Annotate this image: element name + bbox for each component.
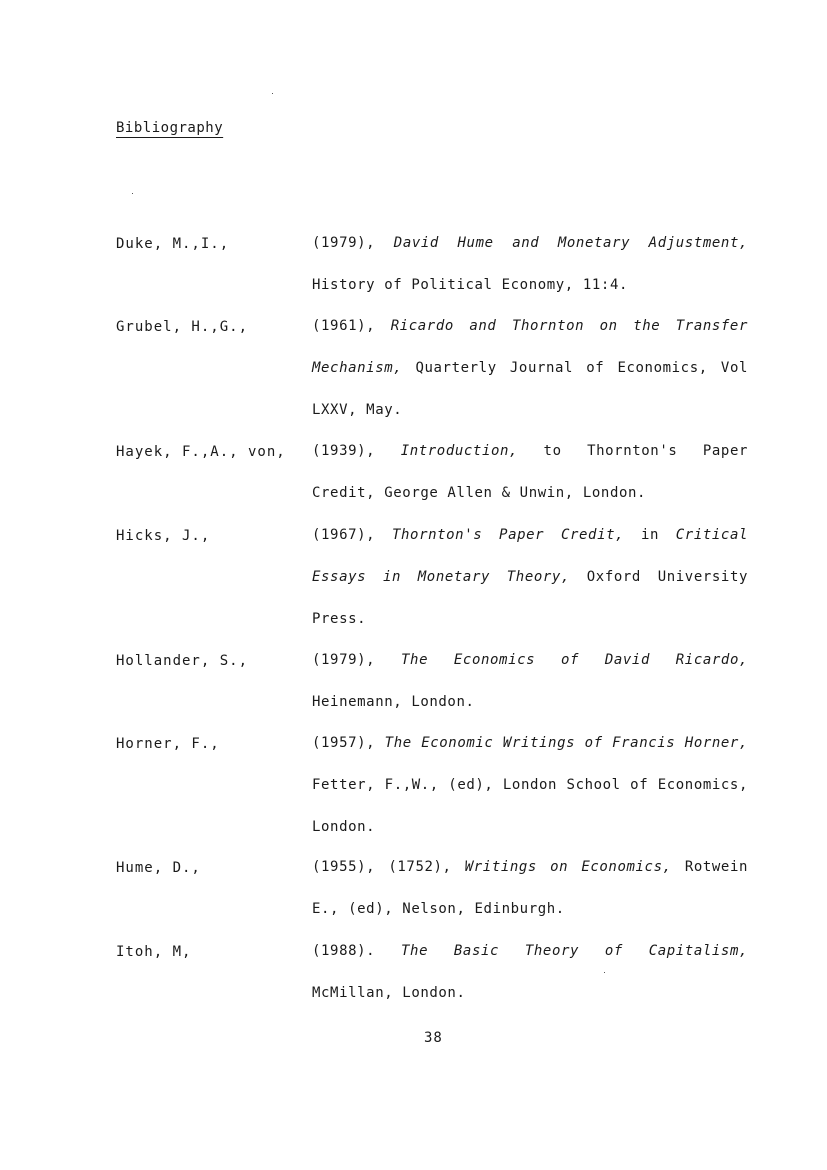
entry-author: Hicks, J., [116, 528, 211, 544]
entry-reference [312, 722, 748, 848]
entry-title: The Basic Theory of Capitalism, [401, 943, 749, 959]
entry-reference [312, 430, 748, 514]
entry-author: Hollander, S., [116, 653, 249, 669]
entry-reference [312, 846, 748, 930]
entry-author: Hayek, F.,A., von, [116, 444, 286, 460]
entry-year: (1939), [312, 443, 376, 459]
entry-year: (1979), [312, 652, 376, 668]
entry-publication: to Thornton's Paper Credit, George Allen & Unwin, London. [312, 443, 748, 501]
entry-publication: McMillan, London. [312, 985, 466, 1001]
entry-year: (1961), [312, 318, 376, 334]
entry-reference [312, 930, 748, 1014]
entry-author: Duke, M.,I., [116, 236, 230, 252]
entry-publication: Fetter, F.,W., (ed), London School of Economics, London. [312, 777, 748, 835]
entry-year: (1988). [312, 943, 376, 959]
entry-publication: Heinemann, London. [312, 694, 475, 710]
entry-year: (1979), [312, 235, 376, 251]
scan-speck [132, 193, 133, 194]
entry-title: Thornton's Paper Credit, [391, 527, 625, 543]
entry-book-title: Critical Essays in Monetary Theory, [312, 527, 749, 585]
entry-publication: Oxford University Press. [312, 569, 748, 627]
entry-year: (1957), [312, 735, 376, 751]
entry-title: Introduction, [400, 443, 519, 459]
entry-publication: Quarterly Journal of Economics, Vol LXXV, May. [312, 360, 748, 418]
entry-reference [312, 305, 748, 431]
page-number: 38 [424, 1030, 443, 1046]
entry-author: Itoh, M, [116, 944, 192, 960]
entry-reference [312, 514, 748, 640]
entry-title: The Economics of David Ricardo, [401, 652, 749, 668]
entry-title: Ricardo and Thornton on the Transfer Mechanism, [312, 318, 748, 376]
entry-publication: Rotwein E., (ed), Nelson, Edinburgh. [312, 859, 749, 917]
bibliography-heading: Bibliography [116, 120, 224, 136]
entry-publication: History of Political Economy, 11:4. [312, 277, 629, 293]
entry-author: Hume, D., [116, 860, 201, 876]
scan-speck [272, 93, 273, 94]
entry-year: (1967), [312, 527, 376, 543]
entry-title: The Economic Writings of Francis Horner, [384, 735, 748, 751]
entry-title: Writings on Economics, [464, 859, 672, 875]
entry-title: David Hume and Monetary Adjustment, [393, 235, 749, 251]
entry-author: Horner, F., [116, 736, 220, 752]
entry-connector: in [640, 527, 659, 543]
entry-reference [312, 639, 748, 723]
entry-reference [312, 222, 748, 306]
entry-year: (1955), (1752), [312, 859, 452, 875]
entry-author: Grubel, H.,G., [116, 319, 249, 335]
